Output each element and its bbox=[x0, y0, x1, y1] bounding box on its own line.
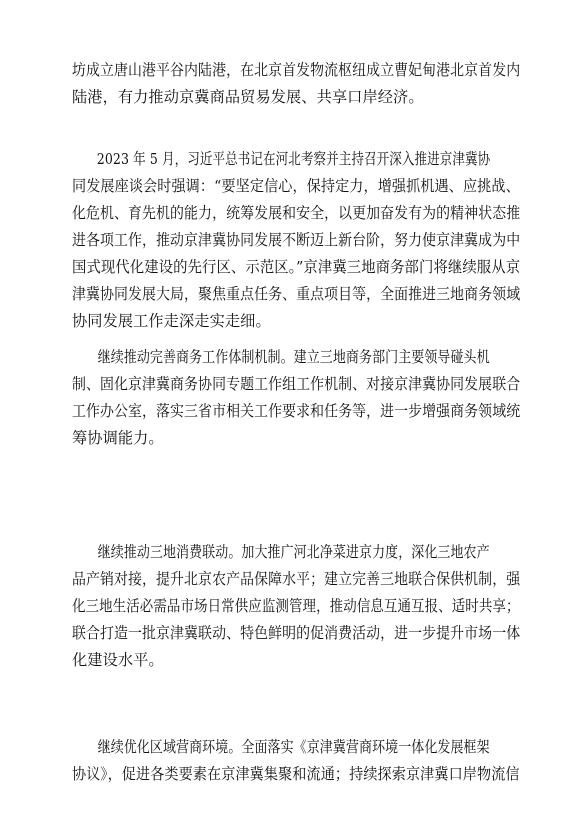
paragraph-line: 继续优化区域营商环境。全面落实《京津冀营商环境一体化发展框架 bbox=[97, 738, 490, 756]
paragraph-line: 坊成立唐山港平谷内陆港，在北京首发物流枢纽成立曹妃甸港北京首发内 bbox=[72, 61, 521, 79]
paragraph-line: 协议》，促进各类要素在京津冀集聚和流通；持续探索京津冀口岸物流信 bbox=[72, 765, 520, 783]
paragraph-3 bbox=[72, 344, 520, 452]
paragraph-4 bbox=[72, 539, 520, 674]
paragraph-line: 2023 年 5 月，习近平总书记在河北考察并主持召开深入推进京津冀协 bbox=[96, 150, 491, 168]
paragraph-5 bbox=[72, 734, 520, 788]
paragraph-line: 进各项工作，推动京津冀协同发展不断迈上新台阶，努力使京津冀成为中 bbox=[72, 231, 521, 249]
paragraph-line: 国式现代化建设的先行区、示范区。”京津冀三地商务部门将继续服从京 bbox=[72, 258, 521, 276]
paragraph-line: 协同发展工作走深走实走细。 bbox=[72, 312, 271, 330]
paragraph-line: 联合打造一批京津冀联动、特色鲜明的促消费活动，进一步提升市场一体 bbox=[72, 624, 521, 642]
paragraph-line: 同发展座谈会时强调：“要坚定信心，保持定力，增强抓机遇、应挑战、 bbox=[72, 177, 520, 195]
paragraph-line: 化建设水平。 bbox=[72, 651, 164, 669]
paragraph-line: 品产销对接，提升北京农产品保障水平；建立完善三地联合保供机制，强 bbox=[72, 570, 521, 588]
paragraph-line: 化三地生活必需品市场日常供应监测管理，推动信息互通互报、适时共享； bbox=[72, 597, 520, 615]
paragraph-line: 继续推动三地消费联动。加大推广河北净菜进京力度，深化三地农产 bbox=[97, 543, 490, 561]
paragraph-line: 陆港，有力推动京冀商品贸易发展、共享口岸经济。 bbox=[72, 88, 424, 106]
paragraph-line: 工作办公室，落实三省市相关工作要求和任务等，进一步增强商务领域统 bbox=[72, 402, 521, 420]
paragraph-line: 制、固化京津冀商务协同专题工作组工作机制、对接京津冀协同发展联合 bbox=[72, 375, 521, 393]
paragraph-line: 化危机、育先机的能力，统筹发展和安全，以更加奋发有为的精神状态推 bbox=[72, 204, 521, 222]
paragraph-line: 筹协调能力。 bbox=[72, 429, 164, 447]
paragraph-line: 津冀协同发展大局，聚焦重点任务、重点项目等，全面推进三地商务领域 bbox=[72, 285, 521, 303]
paragraph-2 bbox=[72, 146, 520, 335]
paragraph-1 bbox=[72, 57, 520, 111]
paragraph-line: 继续推动完善商务工作体制机制。建立三地商务部门主要领导碰头机 bbox=[97, 348, 490, 366]
